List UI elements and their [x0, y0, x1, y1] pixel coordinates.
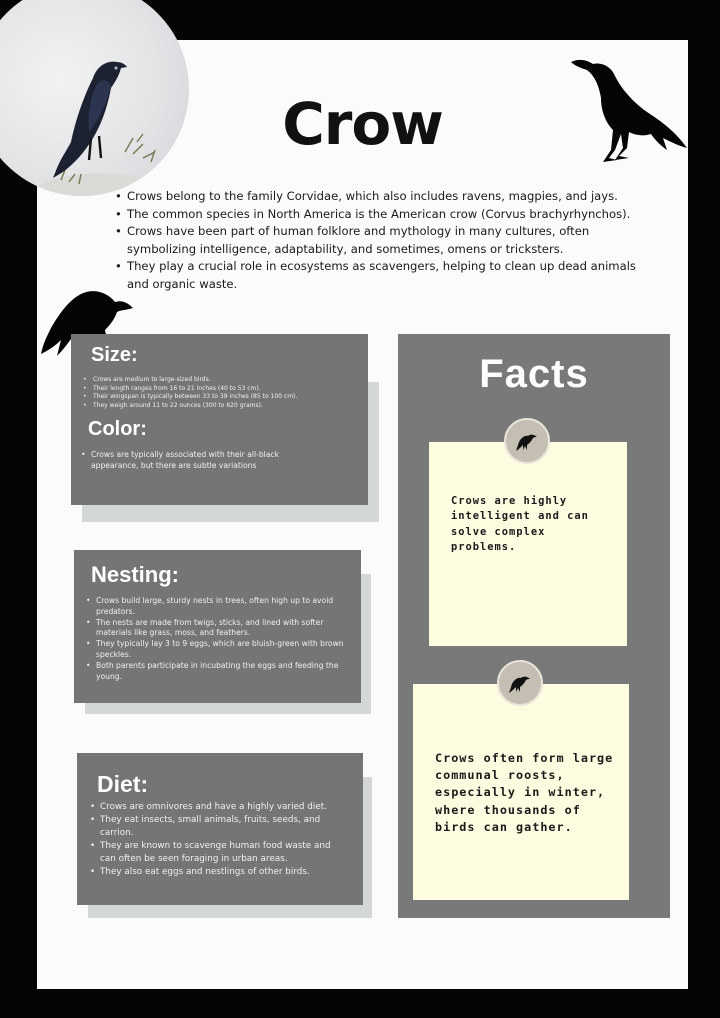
- diet-list: [90, 801, 346, 879]
- size-item: • Crows are medium to large-sized birds.: [83, 376, 361, 385]
- nesting-item: • The nests are made from twigs, sticks, and lined with softer materials like grass, moss, and feathers.: [86, 618, 348, 640]
- nesting-item: • Both parents participate in incubating the eggs and feeding the young.: [86, 661, 348, 683]
- diet-item: • Crows are omnivores and have a highly varied diet.: [90, 801, 346, 814]
- size-heading: Size:: [91, 344, 138, 366]
- fact-note-text: Crows are highly intelligent and can solve complex problems.: [451, 495, 589, 554]
- diet-item: • They eat insects, small animals, fruits, seeds, and carrion.: [90, 814, 346, 840]
- fact-note: [413, 684, 629, 900]
- nesting-item: • They typically lay 3 to 9 eggs, which are bluish-green with brown speckles.: [86, 639, 348, 661]
- intro-list: [115, 188, 645, 293]
- fact-note-text: Crows often form large communal roosts, especially in winter, where thousands of birds can gather.: [435, 751, 614, 834]
- color-item: • Crows are typically associated with their all-black appearance, but there are subtle variations: [81, 450, 321, 472]
- intro-item: • The common species in North America is the American crow (Corvus brachyrhynchos).: [115, 206, 645, 224]
- facts-heading: Facts: [479, 352, 589, 396]
- fact-note: [429, 442, 627, 646]
- infographic-page: [37, 40, 688, 989]
- diet-item: • They also eat eggs and nestlings of other birds.: [90, 866, 346, 879]
- diet-item: • They are known to scavenge human food waste and can often be seen foraging in urban areas.: [90, 840, 346, 866]
- size-item: • Their length ranges from 16 to 21 inches (40 to 53 cm).: [83, 385, 361, 394]
- facts-panel: [398, 334, 670, 918]
- color-list: [81, 450, 321, 472]
- nesting-card: [74, 550, 361, 703]
- page-title: Crow: [282, 90, 443, 158]
- size-item: • They weigh around 11 to 22 ounces (300 to 620 grams).: [83, 402, 361, 411]
- intro-item: • Crows have been part of human folklore and mythology in many cultures, often symbolizing intelligence, adaptability, and sometimes, omens or tricksters.: [115, 223, 645, 258]
- nesting-item: • Crows build large, sturdy nests in trees, often high up to avoid predators.: [86, 596, 348, 618]
- diet-card: [77, 753, 363, 905]
- diet-heading: Diet:: [97, 771, 149, 797]
- size-list: [83, 376, 361, 410]
- nesting-heading: Nesting:: [91, 562, 179, 587]
- size-item: • Their wingspan is typically between 33 to 39 inches (85 to 100 cm).: [83, 393, 361, 402]
- crow-pin-icon: [497, 660, 543, 706]
- intro-item: • They play a crucial role in ecosystems as scavengers, helping to clean up dead animals and organic waste.: [115, 258, 645, 293]
- size-color-card: [71, 334, 368, 505]
- nesting-list: [86, 596, 348, 682]
- crow-pin-icon: [504, 418, 550, 464]
- color-heading: Color:: [88, 418, 147, 440]
- intro-item: • Crows belong to the family Corvidae, which also includes ravens, magpies, and jays.: [115, 188, 645, 206]
